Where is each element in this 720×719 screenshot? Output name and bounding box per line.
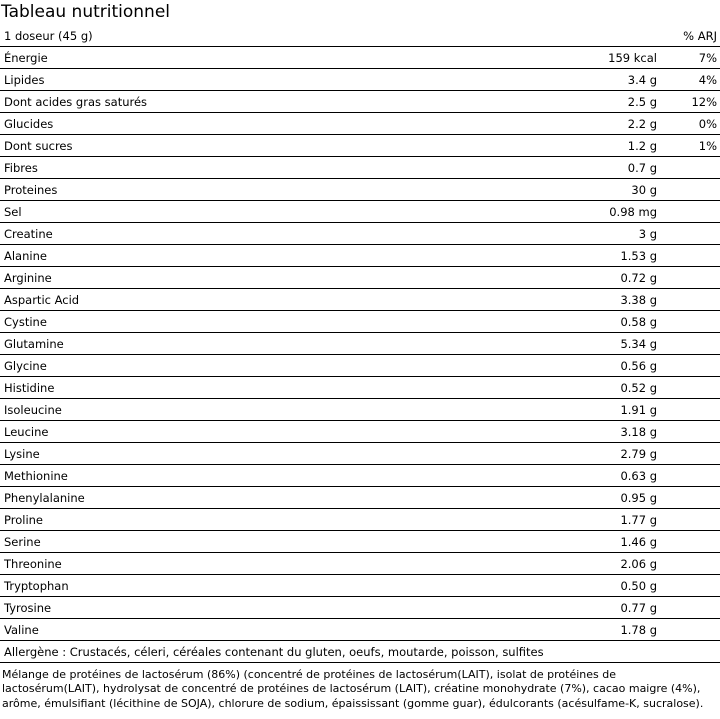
nutrient-value: 0.63 g (620, 468, 657, 483)
nutrient-arj-percent: 1% (698, 138, 717, 153)
table-row (0, 377, 720, 399)
table-row (0, 553, 720, 575)
nutrient-value: 159 kcal (608, 50, 657, 65)
table-row (0, 465, 720, 487)
table-row (0, 267, 720, 289)
nutrient-name: Methionine (4, 468, 68, 483)
nutrient-name: Dont acides gras saturés (4, 94, 148, 109)
nutrient-value: 3.4 g (627, 72, 657, 87)
nutrient-name: Arginine (4, 270, 52, 285)
table-row (0, 135, 720, 157)
nutrient-name: Isoleucine (4, 402, 62, 417)
nutrient-name: Creatine (4, 226, 53, 241)
nutrient-value: 1.78 g (620, 622, 657, 637)
allergen-row (0, 641, 720, 663)
table-row (0, 113, 720, 135)
table-row (0, 223, 720, 245)
table-row (0, 619, 720, 641)
nutrient-value: 0.95 g (620, 490, 657, 505)
nutrient-value: 5.34 g (620, 336, 657, 351)
nutrient-value: 3 g (638, 226, 657, 241)
table-row (0, 597, 720, 619)
table-row (0, 311, 720, 333)
nutrient-name: Threonine (4, 556, 62, 571)
nutrient-name: Phenylalanine (4, 490, 85, 505)
nutrient-value: 0.56 g (620, 358, 657, 373)
nutrient-value: 1.53 g (620, 248, 657, 263)
nutrient-name: Valine (4, 622, 39, 637)
table-row (0, 47, 720, 69)
table-row (0, 443, 720, 465)
table-row (0, 531, 720, 553)
nutrient-name: Proline (4, 512, 43, 527)
nutrient-value: 2.06 g (620, 556, 657, 571)
table-row (0, 333, 720, 355)
nutrient-value: 0.7 g (627, 160, 657, 175)
nutrient-value: 2.2 g (627, 116, 657, 131)
nutrient-name: Aspartic Acid (4, 292, 80, 307)
nutrient-value: 1.2 g (627, 138, 657, 153)
nutrient-name: Lipides (4, 72, 45, 87)
nutrient-value: 0.72 g (620, 270, 657, 285)
table-row (0, 509, 720, 531)
nutrient-name: Leucine (4, 424, 49, 439)
table-row (0, 157, 720, 179)
table-row (0, 575, 720, 597)
table-row (0, 91, 720, 113)
nutrition-table (0, 25, 720, 663)
nutrient-name: Énergie (4, 50, 48, 65)
nutrient-name: Sel (4, 204, 22, 219)
nutrient-name: Proteines (4, 182, 58, 197)
table-row (0, 421, 720, 443)
nutrient-name: Tryptophan (4, 578, 69, 593)
nutrient-name: Cystine (4, 314, 47, 329)
nutrient-name: Glutamine (4, 336, 64, 351)
nutrient-value: 0.52 g (620, 380, 657, 395)
nutrient-value: 1.46 g (620, 534, 657, 549)
nutrient-arj-percent: 12% (691, 94, 717, 109)
table-row (0, 179, 720, 201)
nutrient-value: 3.18 g (620, 424, 657, 439)
nutrient-value: 2.79 g (620, 446, 657, 461)
nutrient-value: 0.98 mg (609, 204, 657, 219)
nutrient-value: 1.77 g (620, 512, 657, 527)
nutrient-name: Histidine (4, 380, 55, 395)
nutrient-arj-percent: 7% (698, 50, 717, 65)
nutrient-arj-percent: 0% (698, 116, 717, 131)
table-row (0, 355, 720, 377)
nutrient-name: Tyrosine (4, 600, 52, 615)
allergen-text: Allergène : Crustacés, céleri, céréales contenant du gluten, oeufs, moutarde, poisson, sulfites (4, 644, 544, 659)
nutrient-name: Fibres (4, 160, 38, 175)
nutrient-name: Lysine (4, 446, 40, 461)
table-row (0, 201, 720, 223)
nutrient-name: Alanine (4, 248, 47, 263)
nutrient-name: Serine (4, 534, 41, 549)
nutrient-value: 0.50 g (620, 578, 657, 593)
nutrient-name: Glycine (4, 358, 47, 373)
nutrient-value: 0.58 g (620, 314, 657, 329)
page-title: Tableau nutritionnel (1, 2, 171, 22)
nutrition-rows (0, 47, 720, 641)
table-row (0, 487, 720, 509)
nutrient-value: 30 g (631, 182, 657, 197)
table-row (0, 399, 720, 421)
table-row (0, 69, 720, 91)
nutrient-name: Glucides (4, 116, 54, 131)
table-row (0, 245, 720, 267)
nutrient-arj-percent: 4% (698, 72, 717, 87)
nutrient-name: Dont sucres (4, 138, 73, 153)
nutrient-value: 0.77 g (620, 600, 657, 615)
table-header-row (0, 25, 720, 47)
ingredients-text: Mélange de protéines de lactosérum (86%) (concentré de protéines de lactosérum(LAIT), isolat de protéines de lactosérum(LAIT), hydrolysat de concentré de protéines de lactosérum (LAIT), créatine monohydrate (7%), cacao maigre (4%), arôme, émulsifiant (lécithine de SOJA), chlorure de sodium, épaississant (gomme guar), édulcorants (acésulfame-K, sucralose). (2, 668, 704, 710)
serving-size-label: 1 doseur (45 g) (4, 28, 93, 43)
nutrient-value: 3.38 g (620, 292, 657, 307)
nutrient-value: 1.91 g (620, 402, 657, 417)
arj-column-header: % ARJ (683, 28, 717, 43)
nutrient-value: 2.5 g (627, 94, 657, 109)
table-row (0, 289, 720, 311)
